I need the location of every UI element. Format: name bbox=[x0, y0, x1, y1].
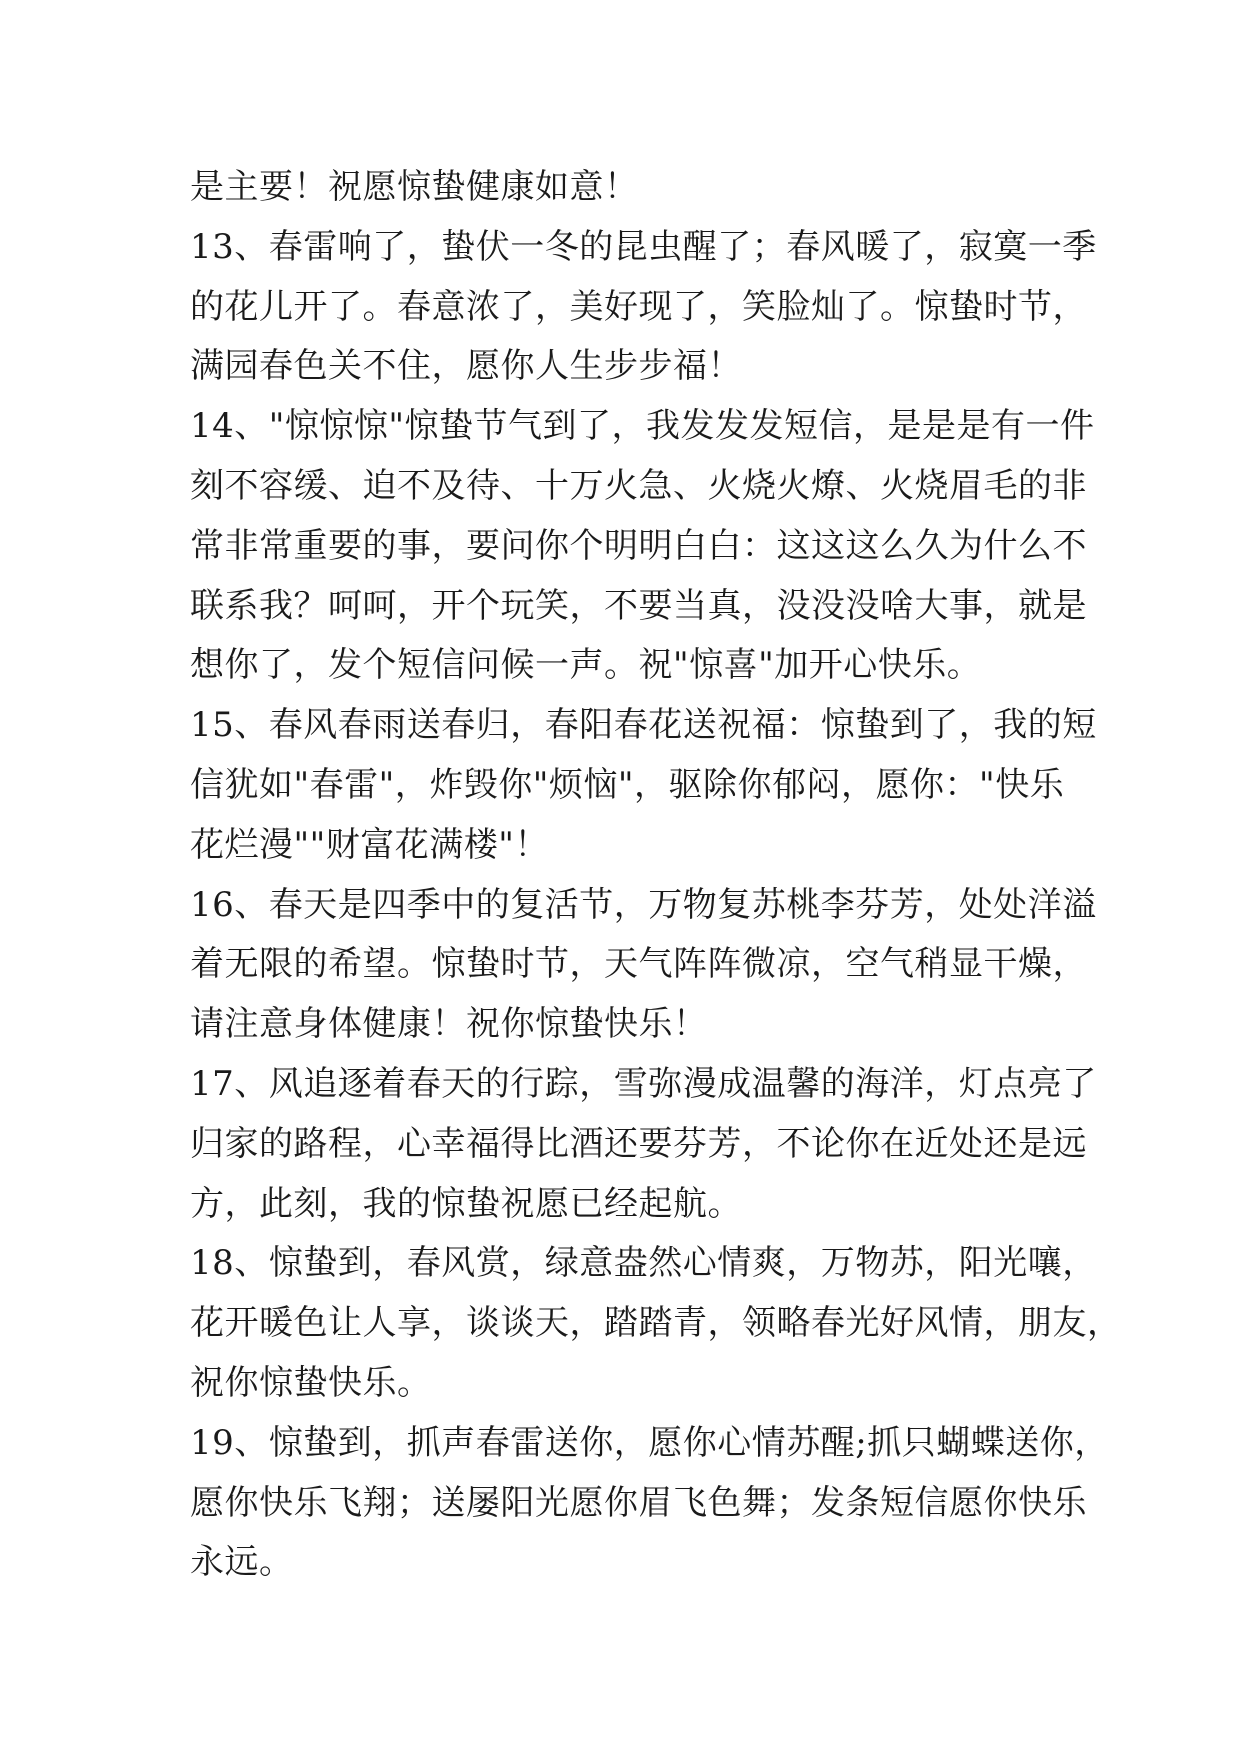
text-line: 的花儿开了。春意浓了，美好现了，笑脸灿了。惊蛰时节， bbox=[190, 286, 1087, 327]
text-line: 19、惊蛰到，抓声春雷送你，愿你心情苏醒;抓只蝴蝶送你， bbox=[190, 1422, 1109, 1463]
document-body bbox=[190, 158, 1122, 1593]
text-line: 方，此刻，我的惊蛰祝愿已经起航。 bbox=[190, 1183, 742, 1224]
text-line: 信犹如"春雷"，炸毁你"烦恼"，驱除你郁闷，愿你："快乐 bbox=[190, 764, 1065, 805]
text-line: 14、"惊惊惊"惊蛰节气到了，我发发发短信，是是是有一件 bbox=[190, 406, 1095, 447]
text-line: 想你了，发个短信问候一声。祝"惊喜"加开心快乐。 bbox=[190, 645, 982, 686]
text-line: 16、春天是四季中的复活节，万物复苏桃李芬芳，处处洋溢 bbox=[190, 884, 1097, 925]
text-line: 着无限的希望。惊蛰时节，天气阵阵微凉，空气稍显干燥， bbox=[190, 944, 1087, 985]
text-line: 17、风追逐着春天的行踪，雪弥漫成温馨的海洋，灯点亮了 bbox=[190, 1063, 1097, 1104]
text-line: 刻不容缓、迫不及待、十万火急、火烧火燎、火烧眉毛的非 bbox=[190, 465, 1087, 506]
text-line: 永远。 bbox=[190, 1542, 294, 1583]
text-line: 15、春风春雨送春归，春阳春花送祝福：惊蛰到了，我的短 bbox=[190, 705, 1097, 746]
text-line: 请注意身体健康！祝你惊蛰快乐！ bbox=[190, 1004, 708, 1045]
text-line: 13、春雷响了，蛰伏一冬的昆虫醒了；春风暖了，寂寞一季 bbox=[190, 226, 1097, 267]
text-line: 归家的路程，心幸福得比酒还要芬芳，不论你在近处还是远 bbox=[190, 1123, 1087, 1164]
text-line: 是主要！祝愿惊蛰健康如意！ bbox=[190, 167, 639, 207]
text-line: 花开暖色让人享，谈谈天，踏踏青，领略春光好风情，朋友， bbox=[190, 1303, 1122, 1344]
text-line: 祝你惊蛰快乐。 bbox=[190, 1362, 432, 1403]
text-line: 常非常重要的事，要问你个明明白白：这这这么久为什么不 bbox=[190, 525, 1087, 566]
text-line: 愿你快乐飞翔；送屡阳光愿你眉飞色舞；发条短信愿你快乐 bbox=[190, 1482, 1087, 1523]
text-line: 18、惊蛰到，春风赏，绿意盎然心情爽，万物苏，阳光嚷， bbox=[190, 1243, 1097, 1284]
text-line: 花烂漫""财富花满楼"！ bbox=[190, 824, 549, 865]
text-line: 满园春色关不住，愿你人生步步福！ bbox=[190, 346, 742, 387]
text-line: 联系我？呵呵，开个玩笑，不要当真，没没没啥大事，就是 bbox=[190, 585, 1087, 626]
